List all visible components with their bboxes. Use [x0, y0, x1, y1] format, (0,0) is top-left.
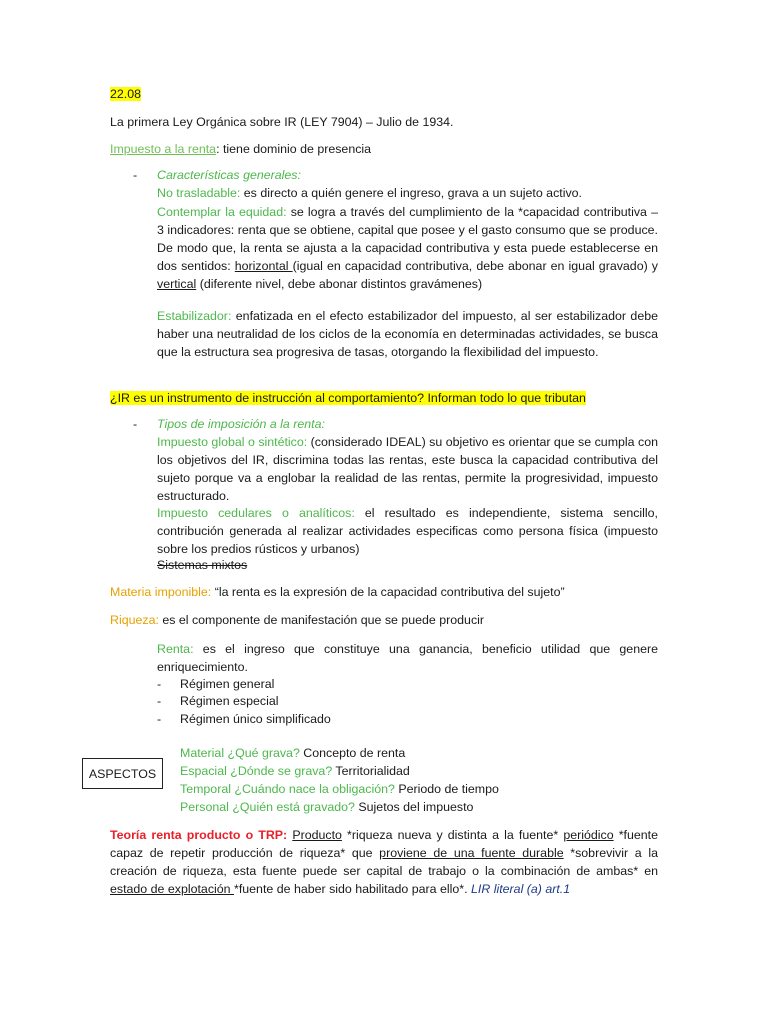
- date-highlight: 22.08: [110, 87, 142, 101]
- materia-imponible-label: Materia imponible:: [110, 585, 212, 599]
- regimen-especial: Régimen especial: [180, 694, 279, 708]
- aspecto-material-text: Concepto de renta: [299, 746, 406, 760]
- tipos-bullet: -: [133, 417, 138, 431]
- riqueza-text: es el componente de manifestación que se puede producir: [158, 613, 485, 627]
- aspecto-espacial-text: Territorialidad: [332, 764, 410, 778]
- teoria-ref: LIR literal (a) art.1: [470, 882, 571, 896]
- aspecto-temporal-text: Periodo de tiempo: [394, 782, 499, 796]
- estabilizador-text: enfatizada en el efecto estabilizador del impuesto, al ser estabilizador debe haber una neutralidad de los ciclos de la economía en determinadas actividades, se busca que la estructura sea progresiva de tasas, otorgando la flexibilidad del impuesto.: [157, 309, 658, 359]
- caracteristicas-bullet: -: [133, 168, 138, 182]
- impuesto-cedulares-paragraph: [157, 504, 658, 558]
- teoria-label: Teoría renta producto o TRP:: [110, 828, 288, 842]
- teoria-text-1: *riqueza nueva y distinta a la fuente*: [341, 828, 564, 842]
- impuesto-cedulares-text: el resultado es independiente, sistema sencillo, contribución generada al realizar actividades especificas como persona física (impuesto sobre los predios rústicos y urbanos): [157, 506, 658, 556]
- renta-text: es el ingreso que constituye una ganancia, beneficio utilidad que genere enriquecimiento.: [157, 642, 658, 674]
- equidad-paragraph: [157, 203, 658, 293]
- intro-line: La primera Ley Orgánica sobre IR (LEY 7904) – Julio de 1934.: [110, 115, 454, 129]
- regimen-general: Régimen general: [180, 677, 275, 691]
- impuesto-renta-label: Impuesto a la renta: [110, 142, 217, 156]
- aspecto-temporal-label: Temporal ¿Cuándo nace la obligación?: [180, 782, 395, 796]
- impuesto-global-label: Impuesto global o sintético:: [157, 435, 308, 449]
- impuesto-global-text: (considerado IDEAL) su objetivo es orientar que se cumpla con los objetivos del IR, discrimina todas las rentas, este busca la capacidad contributiva del sujeto porque va a englobar la realidad de las rentas, permite la progresividad, impuesto estructurado.: [157, 435, 658, 503]
- aspecto-temporal: [180, 781, 499, 798]
- aspecto-personal-text: Sujetos del impuesto: [354, 800, 474, 814]
- teoria-producto: Producto: [292, 828, 342, 842]
- materia-imponible-line: [110, 584, 565, 601]
- equidad-text-3: (diferente nivel, debe abonar distintos gravámenes): [196, 277, 483, 291]
- estabilizador-paragraph: [157, 307, 658, 361]
- equidad-text-2: (igual en capacidad contributiva, debe abonar en igual gravado) y: [292, 259, 659, 273]
- riqueza-line: [110, 612, 484, 629]
- aspecto-personal: [180, 799, 473, 816]
- impuesto-renta-text: : tiene dominio de presencia: [216, 142, 372, 156]
- teoria-text-2: *fuente capaz de repetir producción de riqueza* que: [110, 828, 658, 860]
- aspecto-material: [180, 745, 405, 762]
- question-highlight: ¿IR es un instrumento de instrucción al comportamiento? Informan todo lo que tributan: [110, 391, 586, 405]
- aspecto-espacial-label: Espacial ¿Dónde se grava?: [180, 764, 333, 778]
- date-heading: [110, 86, 141, 103]
- no-trasladable-text: es directo a quién genere el ingreso, grava a un sujeto activo.: [240, 186, 582, 200]
- teoria-text-4: *fuente de haber sido habilitado para ello*.: [234, 882, 471, 896]
- impuesto-cedulares-label: Impuesto cedulares o analíticos:: [157, 506, 355, 520]
- regimen-bullet: -: [157, 694, 162, 708]
- no-trasladable-label: No trasladable:: [157, 186, 241, 200]
- aspecto-material-label: Material ¿Qué grava?: [180, 746, 300, 760]
- teoria-text-3: *sobrevivir a la creación de riqueza, esta fuente puede ser capital de trabajo o la combinación de ambas* en: [110, 846, 658, 878]
- teoria-proviene: proviene de una fuente durable: [379, 846, 564, 860]
- riqueza-label: Riqueza:: [110, 613, 159, 627]
- regimen-bullet: -: [157, 677, 162, 691]
- question-line: [110, 390, 586, 407]
- equidad-label: Contemplar la equidad:: [157, 205, 287, 219]
- aspectos-box-label: ASPECTOS: [88, 766, 157, 781]
- aspecto-espacial: [180, 763, 410, 780]
- teoria-periodico: periódico: [563, 828, 614, 842]
- estabilizador-label: Estabilizador:: [157, 309, 232, 323]
- caracteristicas-heading: Características generales:: [157, 168, 301, 182]
- materia-imponible-text: “la renta es la expresión de la capacidad contributiva del sujeto”: [211, 585, 565, 599]
- tipos-heading: Tipos de imposición a la renta:: [157, 417, 325, 431]
- teoria-estado: estado de explotación: [110, 882, 234, 896]
- regimen-unico: Régimen único simplificado: [180, 712, 331, 726]
- teoria-paragraph: [110, 826, 658, 898]
- no-trasladable-line: [157, 185, 582, 202]
- sistemas-mixtos: Sistemas mixtos: [157, 558, 248, 572]
- aspectos-box: [82, 758, 163, 789]
- equidad-horizontal: horizontal: [234, 259, 293, 273]
- regimen-bullet: -: [157, 712, 162, 726]
- equidad-vertical: vertical: [157, 277, 197, 291]
- equidad-text-1: se logra a través del cumplimiento de la *capacidad contributiva – 3 indicadores: renta que se obtiene, capital que posee y el gasto consumo que se produce. De modo que, la renta se ajusta a la capacidad contributiva y esta puede establecerse en dos sentidos:: [157, 205, 658, 273]
- renta-label: Renta:: [157, 642, 194, 656]
- renta-paragraph: [157, 640, 658, 676]
- aspecto-personal-label: Personal ¿Quién está gravado?: [180, 800, 355, 814]
- impuesto-renta-line: [110, 141, 371, 158]
- impuesto-global-paragraph: [157, 433, 658, 505]
